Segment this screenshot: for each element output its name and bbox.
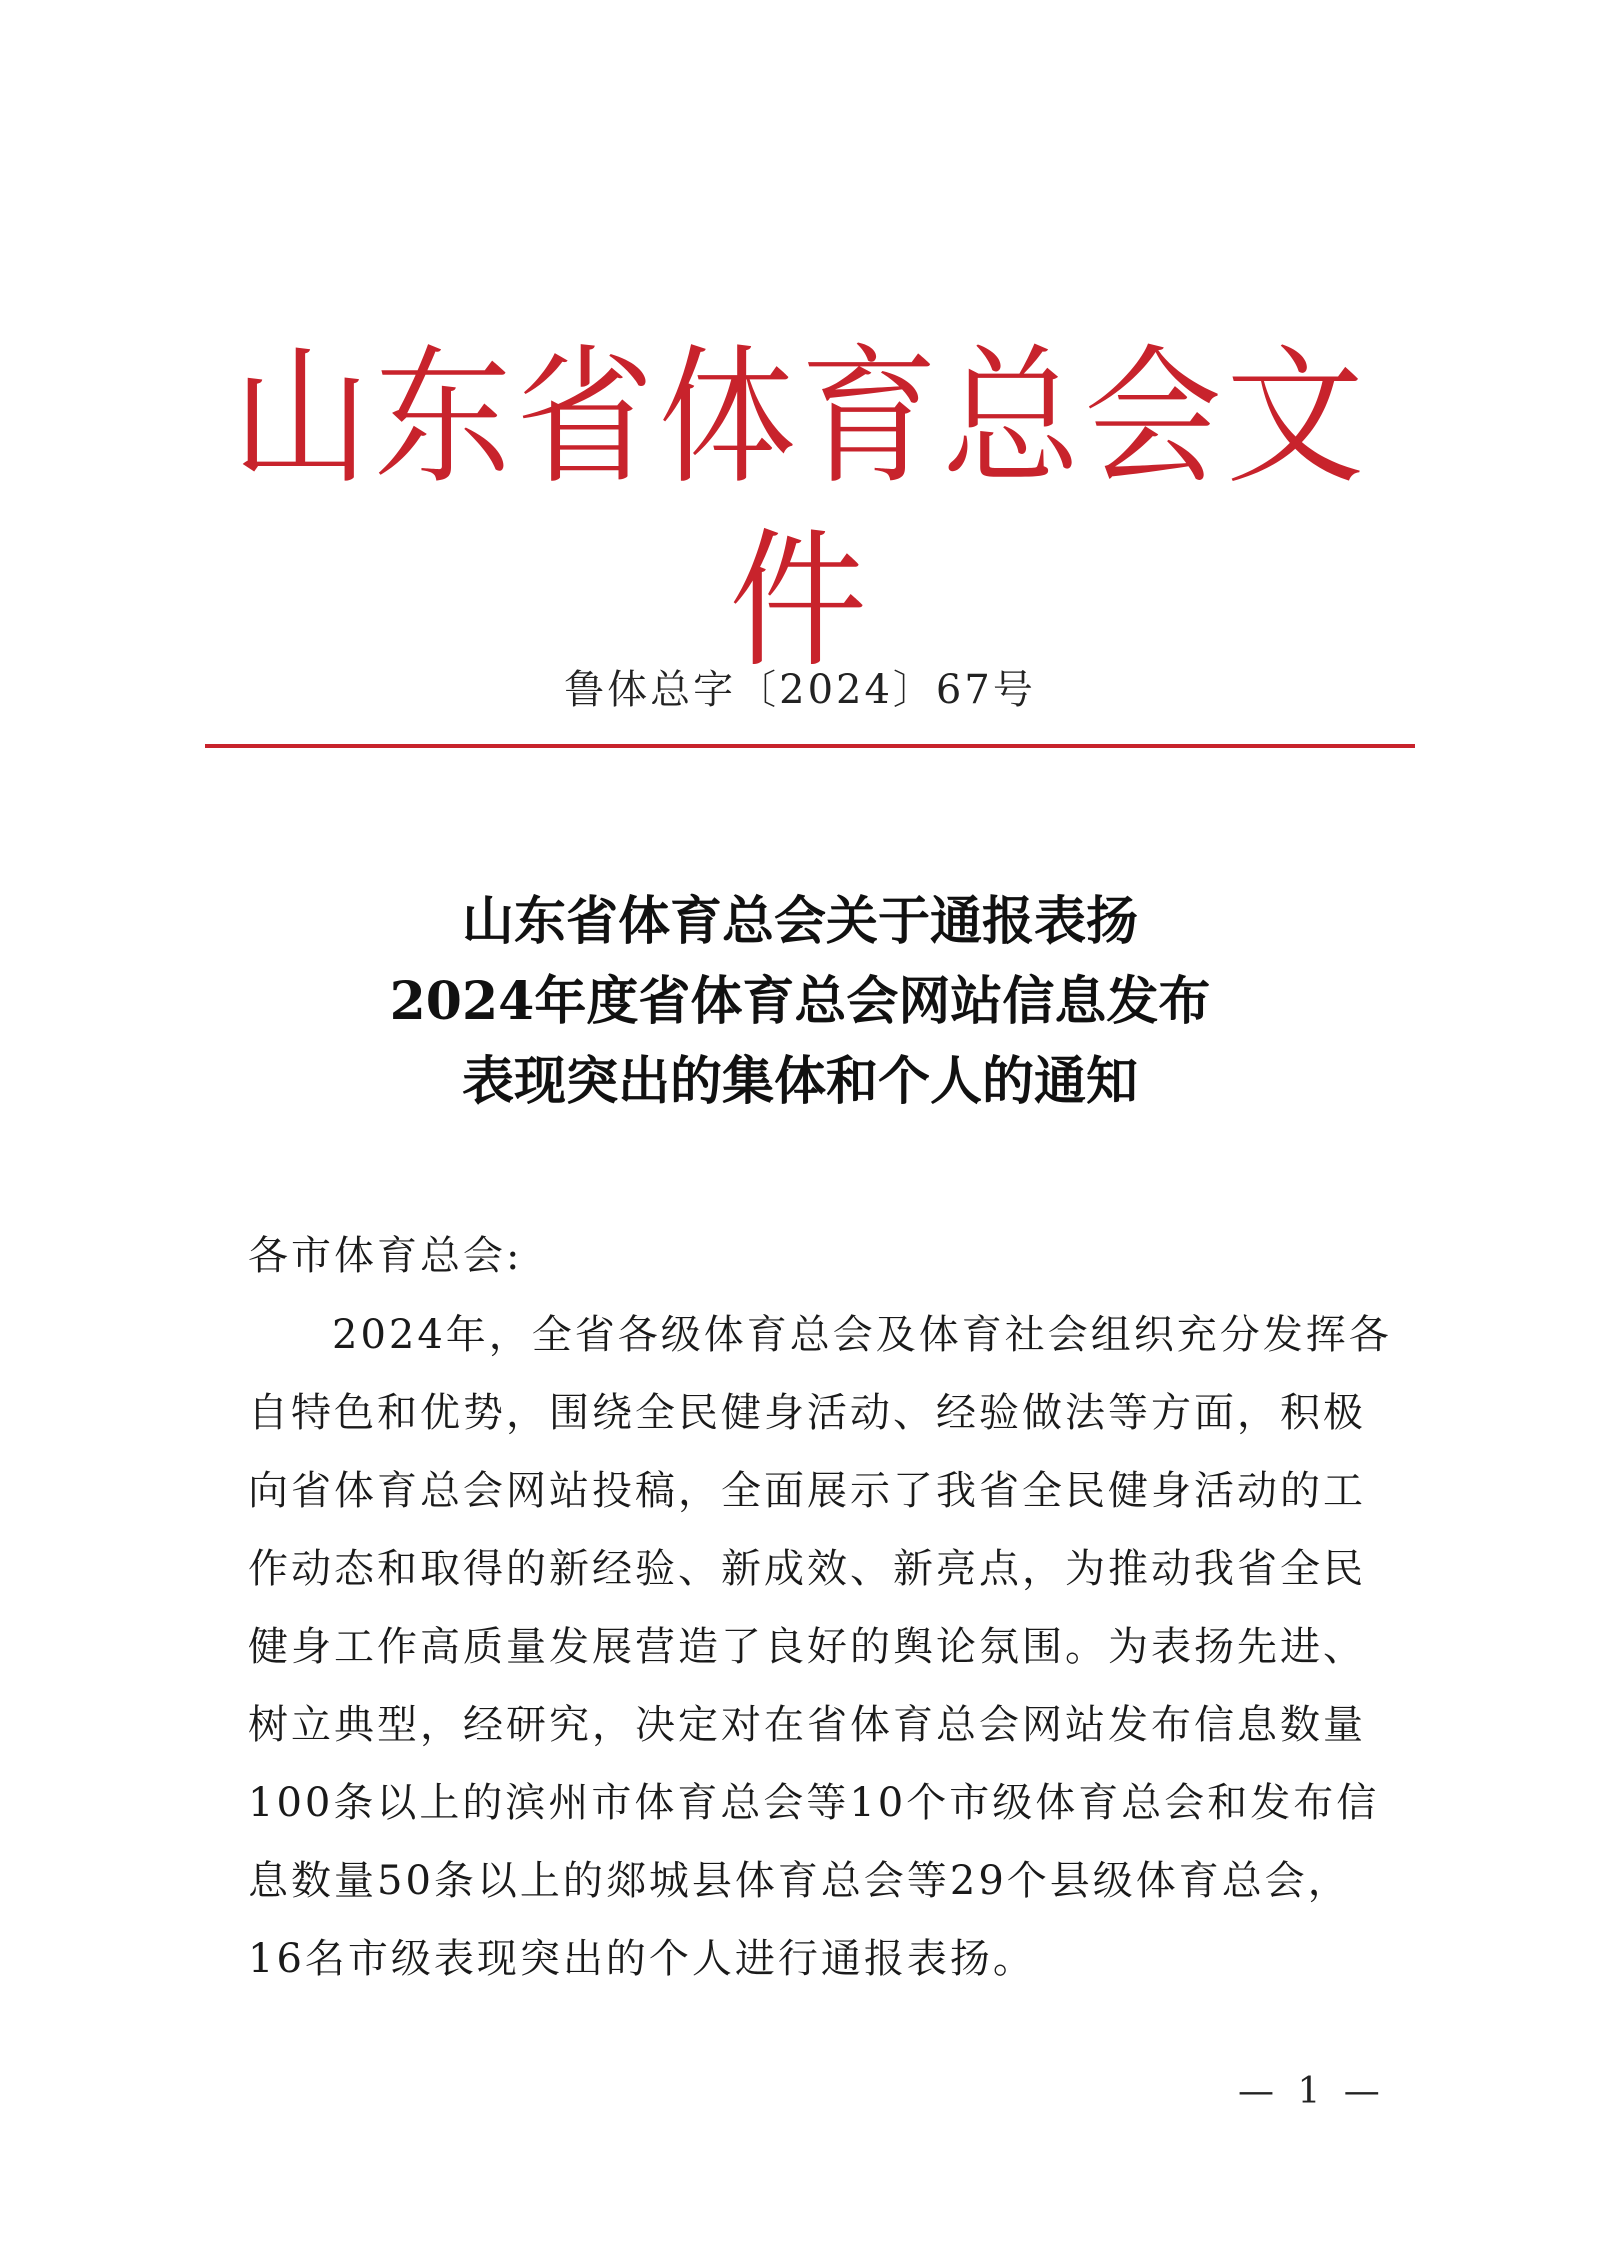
body-line: 息数量50条以上的郯城县体育总会等29个县级体育总会， bbox=[248, 1858, 1351, 1904]
body-line: 自特色和优势，围绕全民健身活动、经验做法等方面，积极 bbox=[248, 1390, 1366, 1436]
body-line: 100条以上的滨州市体育总会等10个市级体育总会和发布信 bbox=[248, 1780, 1380, 1826]
body-line: 作动态和取得的新经验、新成效、新亮点，为推动我省全民 bbox=[248, 1546, 1366, 1592]
body-line: 2024年，全省各级体育总会及体育社会组织充分发挥各 bbox=[332, 1312, 1392, 1358]
notice-title-line-1: 山东省体育总会关于通报表扬 bbox=[461, 891, 1138, 952]
salutation: 各市体育总会: bbox=[248, 1233, 523, 1279]
notice-title bbox=[200, 882, 1400, 1122]
red-separator-rule bbox=[205, 744, 1415, 748]
body-line: 树立典型，经研究，决定对在省体育总会网站发布信息数量 bbox=[248, 1702, 1366, 1748]
document-number: 鲁体总字〔2024〕67号 bbox=[564, 667, 1036, 713]
notice-title-line-3: 表现突出的集体和个人的通知 bbox=[461, 1051, 1138, 1112]
document-masthead: 山东省体育总会文件 bbox=[231, 330, 1368, 689]
page-number: — 1 — bbox=[1238, 2071, 1386, 2112]
body-paragraph bbox=[248, 1296, 1392, 1998]
body-line: 向省体育总会网站投稿，全面展示了我省全民健身活动的工 bbox=[248, 1468, 1366, 1514]
notice-title-line-2: 2024年度省体育总会网站信息发布 bbox=[389, 971, 1211, 1032]
body-line: 健身工作高质量发展营造了良好的舆论氛围。为表扬先进、 bbox=[248, 1624, 1366, 1670]
body-line: 16名市级表现突出的个人进行通报表扬。 bbox=[248, 1936, 1036, 1982]
